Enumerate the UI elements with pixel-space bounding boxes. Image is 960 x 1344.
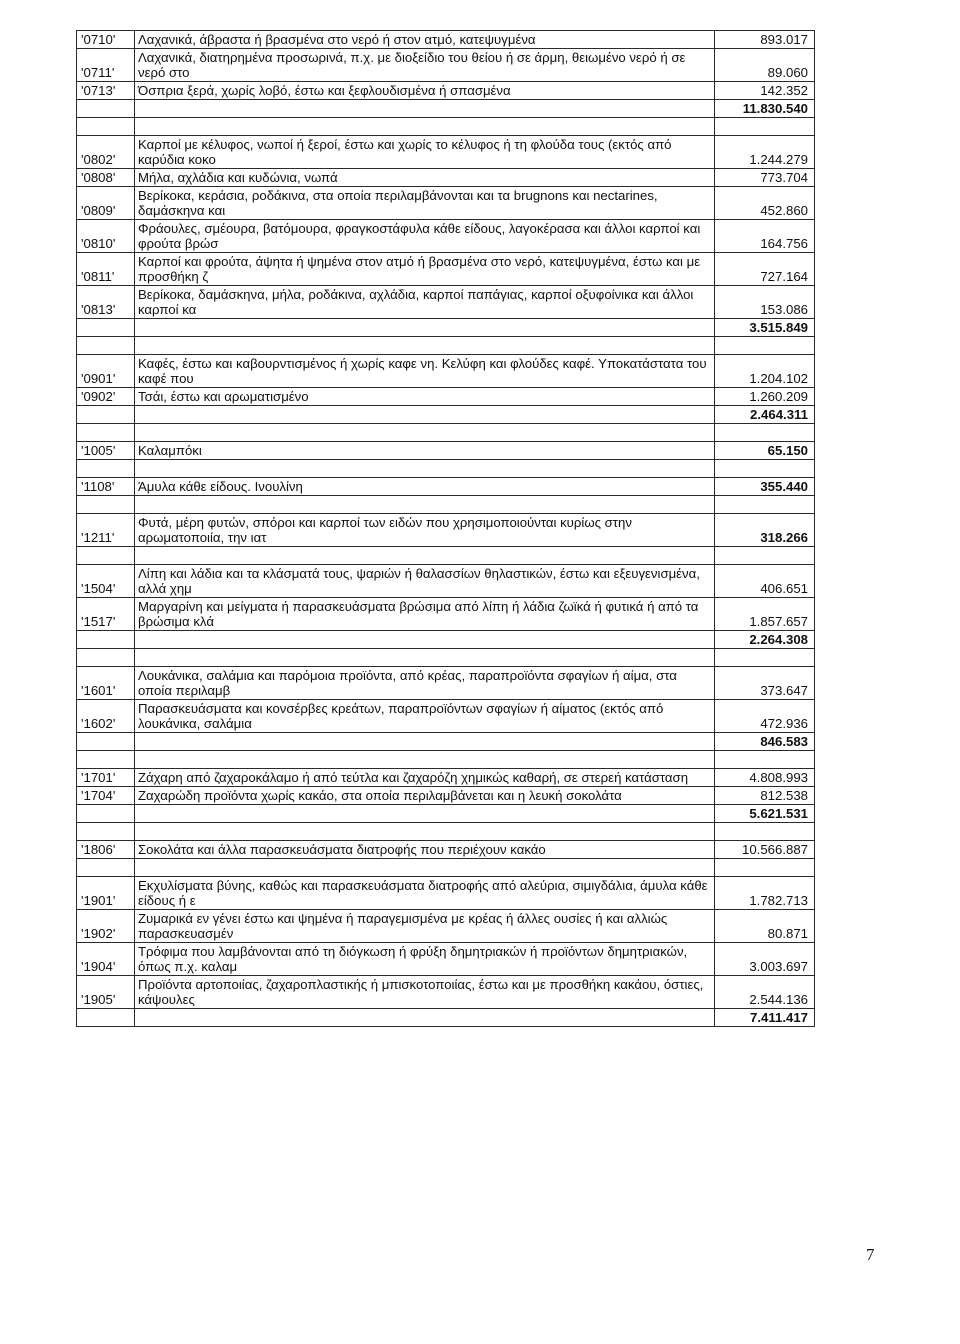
spacer-row xyxy=(77,547,815,565)
product-description: Λαχανικά, διατηρημένα προσωρινά, π.χ. με διοξείδιο του θείου ή σε άρμη, θειωμένο νερό ή σε νερό στο xyxy=(135,49,715,82)
product-value: 11.830.540 xyxy=(715,100,815,118)
spacer-row xyxy=(77,751,815,769)
product-description: Βερίκοκα, κεράσια, ροδάκινα, στα οποία περιλαμβάνονται και τα brugnons και nectarines, δαμάσκηνα και xyxy=(135,187,715,220)
product-code xyxy=(77,496,135,514)
product-code xyxy=(77,733,135,751)
product-code: '1108' xyxy=(77,478,135,496)
table-row xyxy=(77,598,815,631)
product-value: 7.411.417 xyxy=(715,1009,815,1027)
product-description xyxy=(135,649,715,667)
subtotal-row xyxy=(77,100,815,118)
product-value: 812.538 xyxy=(715,787,815,805)
product-code xyxy=(77,547,135,565)
products-table xyxy=(76,30,815,1027)
product-value xyxy=(715,337,815,355)
product-code: '1806' xyxy=(77,841,135,859)
product-code: '0902' xyxy=(77,388,135,406)
product-code xyxy=(77,337,135,355)
product-description xyxy=(135,631,715,649)
product-value xyxy=(715,823,815,841)
product-value xyxy=(715,460,815,478)
table-row xyxy=(77,667,815,700)
product-code: '1601' xyxy=(77,667,135,700)
product-value: 355.440 xyxy=(715,478,815,496)
product-code xyxy=(77,751,135,769)
product-code: '0810' xyxy=(77,220,135,253)
product-description xyxy=(135,823,715,841)
product-code: '0710' xyxy=(77,31,135,49)
product-code: '0809' xyxy=(77,187,135,220)
product-code xyxy=(77,649,135,667)
product-value: 164.756 xyxy=(715,220,815,253)
spacer-row xyxy=(77,118,815,136)
table-row xyxy=(77,841,815,859)
product-description xyxy=(135,118,715,136)
table-row xyxy=(77,700,815,733)
product-code: '0901' xyxy=(77,355,135,388)
table-row xyxy=(77,514,815,547)
subtotal-row xyxy=(77,406,815,424)
product-value: 5.621.531 xyxy=(715,805,815,823)
table-row xyxy=(77,49,815,82)
product-description: Φράουλες, σμέουρα, βατόμουρα, φραγκοστάφυλα κάθε είδους, λαγοκέρασα και άλλοι καρποί και φρούτα βρώσ xyxy=(135,220,715,253)
product-value: 3.515.849 xyxy=(715,319,815,337)
product-code: '1517' xyxy=(77,598,135,631)
table-row xyxy=(77,82,815,100)
product-description: Λαχανικά, άβραστα ή βρασμένα στο νερό ή στον ατμό, κατεψυγμένα xyxy=(135,31,715,49)
product-description: Ζαχαρώδη προϊόντα χωρίς κακάο, στα οποία περιλαμβάνεται και η λευκή σοκολάτα xyxy=(135,787,715,805)
product-value: 1.260.209 xyxy=(715,388,815,406)
product-description: Προϊόντα αρτοποιίας, ζαχαροπλαστικής ή μπισκοτοποιίας, έστω και με προσθήκη κακάου, όστιες, κάψουλες xyxy=(135,976,715,1009)
product-description xyxy=(135,1009,715,1027)
product-description: Καρποί με κέλυφος, νωποί ή ξεροί, έστω και χωρίς το κέλυφος ή τη φλούδα τους (εκτός από καρύδια κοκο xyxy=(135,136,715,169)
product-value: 727.164 xyxy=(715,253,815,286)
product-description: Λουκάνικα, σαλάμια και παρόμοια προϊόντα, από κρέας, παραπροϊόντα σφαγίων ή αίμα, στα οποία περιλαμβ xyxy=(135,667,715,700)
product-description xyxy=(135,751,715,769)
product-value: 80.871 xyxy=(715,910,815,943)
table-row xyxy=(77,565,815,598)
product-value: 893.017 xyxy=(715,31,815,49)
table-row xyxy=(77,253,815,286)
subtotal-row xyxy=(77,319,815,337)
product-description: Παρασκευάσματα και κονσέρβες κρεάτων, παραπροϊόντων σφαγίων ή αίματος (εκτός από λουκάνικα, σαλάμια xyxy=(135,700,715,733)
product-value: 1.244.279 xyxy=(715,136,815,169)
product-description xyxy=(135,337,715,355)
table-row xyxy=(77,769,815,787)
product-value: 773.704 xyxy=(715,169,815,187)
spacer-row xyxy=(77,424,815,442)
product-description: Τσάι, έστω και αρωματισμένο xyxy=(135,388,715,406)
product-value xyxy=(715,118,815,136)
product-description: Βερίκοκα, δαμάσκηνα, μήλα, ροδάκινα, αχλάδια, καρποί παπάγιας, καρποί οξυφοίνικα και άλλοι καρποί κα xyxy=(135,286,715,319)
table-row xyxy=(77,136,815,169)
product-code: '1902' xyxy=(77,910,135,943)
product-code: '1504' xyxy=(77,565,135,598)
table-row xyxy=(77,910,815,943)
product-code: '1905' xyxy=(77,976,135,1009)
product-code xyxy=(77,100,135,118)
page-number: 7 xyxy=(866,1245,875,1264)
product-description: Καρποί και φρούτα, άψητα ή ψημένα στον ατμό ή βρασμένα στο νερό, κατεψυγμένα, έστω και με προσθήκη ζ xyxy=(135,253,715,286)
product-code xyxy=(77,631,135,649)
product-description xyxy=(135,859,715,877)
product-value: 406.651 xyxy=(715,565,815,598)
product-code: '0813' xyxy=(77,286,135,319)
product-value: 89.060 xyxy=(715,49,815,82)
table-row xyxy=(77,478,815,496)
product-description xyxy=(135,424,715,442)
product-code: '1005' xyxy=(77,442,135,460)
product-value: 1.857.657 xyxy=(715,598,815,631)
product-value: 3.003.697 xyxy=(715,943,815,976)
product-description xyxy=(135,733,715,751)
subtotal-row xyxy=(77,805,815,823)
product-description: Τρόφιμα που λαμβάνονται από τη διόγκωση ή φρύξη δημητριακών ή προϊόντων δημητριακών, όπως π.χ. καλαμ xyxy=(135,943,715,976)
product-code: '1704' xyxy=(77,787,135,805)
table-row xyxy=(77,187,815,220)
product-description: Μήλα, αχλάδια και κυδώνια, νωπά xyxy=(135,169,715,187)
products-table-body xyxy=(77,31,815,1027)
product-value xyxy=(715,751,815,769)
product-value: 1.782.713 xyxy=(715,877,815,910)
subtotal-row xyxy=(77,1009,815,1027)
product-code: '0808' xyxy=(77,169,135,187)
product-code xyxy=(77,319,135,337)
product-description xyxy=(135,460,715,478)
table-row xyxy=(77,31,815,49)
table-row xyxy=(77,169,815,187)
spacer-row xyxy=(77,496,815,514)
product-value: 2.464.311 xyxy=(715,406,815,424)
product-value: 2.264.308 xyxy=(715,631,815,649)
product-value xyxy=(715,547,815,565)
table-row xyxy=(77,787,815,805)
product-value xyxy=(715,496,815,514)
product-description: Καφές, έστω και καβουρντισμένος ή χωρίς καφε νη. Κελύφη και φλούδες καφέ. Υποκατάστατα του καφέ που xyxy=(135,355,715,388)
product-code: '0811' xyxy=(77,253,135,286)
product-description: Εκχυλίσματα βύνης, καθώς και παρασκευάσματα διατροφής από αλεύρια, σιμιγδάλια, άμυλα κάθε είδους ή ε xyxy=(135,877,715,910)
product-value: 142.352 xyxy=(715,82,815,100)
table-row xyxy=(77,220,815,253)
product-description: Σοκολάτα και άλλα παρασκευάσματα διατροφής που περιέχουν κακάο xyxy=(135,841,715,859)
product-code xyxy=(77,118,135,136)
product-code: '0711' xyxy=(77,49,135,82)
spacer-row xyxy=(77,859,815,877)
product-value: 153.086 xyxy=(715,286,815,319)
product-code xyxy=(77,406,135,424)
product-value xyxy=(715,424,815,442)
product-code xyxy=(77,823,135,841)
product-description: Όσπρια ξερά, χωρίς λοβό, έστω και ξεφλουδισμένα ή σπασμένα xyxy=(135,82,715,100)
product-value: 318.266 xyxy=(715,514,815,547)
product-code: '1602' xyxy=(77,700,135,733)
product-code xyxy=(77,1009,135,1027)
product-code: '1901' xyxy=(77,877,135,910)
table-row xyxy=(77,286,815,319)
product-description xyxy=(135,406,715,424)
product-value: 846.583 xyxy=(715,733,815,751)
subtotal-row xyxy=(77,733,815,751)
product-value: 1.204.102 xyxy=(715,355,815,388)
product-description xyxy=(135,496,715,514)
product-description: Ζάχαρη από ζαχαροκάλαμο ή από τεύτλα και ζαχαρόζη χημικώς καθαρή, σε στερεή κατάσταση xyxy=(135,769,715,787)
product-code xyxy=(77,805,135,823)
table-row xyxy=(77,442,815,460)
product-code: '1701' xyxy=(77,769,135,787)
product-description xyxy=(135,547,715,565)
product-code: '0802' xyxy=(77,136,135,169)
product-value xyxy=(715,859,815,877)
product-description xyxy=(135,319,715,337)
product-value: 472.936 xyxy=(715,700,815,733)
product-value xyxy=(715,649,815,667)
spacer-row xyxy=(77,460,815,478)
product-code xyxy=(77,424,135,442)
product-code: '1904' xyxy=(77,943,135,976)
product-description: Ζυμαρικά εν γένει έστω και ψημένα ή παραγεμισμένα με κρέας ή άλλες ουσίες ή και αλλιώς παρασκευασμέν xyxy=(135,910,715,943)
product-code xyxy=(77,859,135,877)
product-description: Λίπη και λάδια και τα κλάσματά τους, ψαριών ή θαλασσίων θηλαστικών, έστω και εξευγενισμένα, αλλά χημ xyxy=(135,565,715,598)
product-description: Άμυλα κάθε είδους. Ινουλίνη xyxy=(135,478,715,496)
table-row xyxy=(77,388,815,406)
table-row xyxy=(77,943,815,976)
product-description: Φυτά, μέρη φυτών, σπόροι και καρποί των ειδών που χρησιμοποιούνται κυρίως στην αρωματοποιία, την ιατ xyxy=(135,514,715,547)
spacer-row xyxy=(77,823,815,841)
product-description xyxy=(135,100,715,118)
product-code: '1211' xyxy=(77,514,135,547)
product-value: 373.647 xyxy=(715,667,815,700)
table-row xyxy=(77,877,815,910)
product-description xyxy=(135,805,715,823)
table-row xyxy=(77,976,815,1009)
product-value: 65.150 xyxy=(715,442,815,460)
product-code: '0713' xyxy=(77,82,135,100)
product-value: 452.860 xyxy=(715,187,815,220)
subtotal-row xyxy=(77,631,815,649)
product-value: 10.566.887 xyxy=(715,841,815,859)
spacer-row xyxy=(77,337,815,355)
table-row xyxy=(77,355,815,388)
product-value: 2.544.136 xyxy=(715,976,815,1009)
product-value: 4.808.993 xyxy=(715,769,815,787)
product-code xyxy=(77,460,135,478)
product-description: Καλαμπόκι xyxy=(135,442,715,460)
product-description: Μαργαρίνη και μείγματα ή παρασκευάσματα βρώσιμα από λίπη ή λάδια ζωϊκά ή φυτικά ή από τα βρώσιμα κλά xyxy=(135,598,715,631)
spacer-row xyxy=(77,649,815,667)
